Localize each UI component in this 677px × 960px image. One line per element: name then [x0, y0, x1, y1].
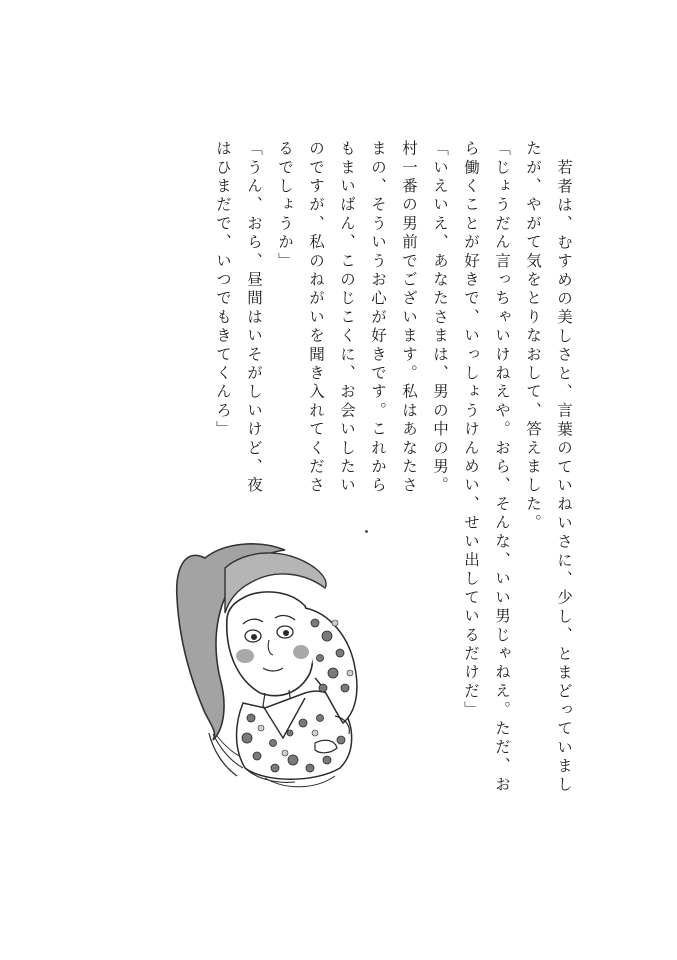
cheek	[293, 645, 309, 659]
text-column: まの、そういうお心が好きです。これから	[369, 140, 387, 496]
text-column: 村一番の男前でございます。私はあなたさ	[400, 140, 418, 496]
text-column: ら働くことが好きで、いっしょうけんめい、せい出しているだけだ」	[462, 140, 480, 720]
face	[227, 592, 314, 696]
text-column: 「いえいえ、あなたさまは、男の中の男。	[431, 140, 449, 496]
text-column: 若者は、むすめの美しさと、言葉のていねいさに、少し、とまどっていまし	[555, 158, 573, 795]
text-column: るでしょうか」	[276, 140, 294, 271]
text-column: 「じょうだん言っちゃいけねえや。おら、そんな、いい男じゃねえ。ただ、お	[493, 140, 511, 795]
text-column: もまいばん、このじこくに、お会いしたい	[338, 140, 356, 496]
text-column: たが、やがて気をとりなおして、答えました。	[524, 140, 542, 533]
girl-illustration	[165, 528, 380, 793]
text-column: のですが、私のねがいを聞き入れてくださ	[307, 140, 325, 496]
text-column: 「うん、おら、昼間はいそがしいけど、夜	[245, 140, 263, 496]
text-column: はひまだで、いつでもきてくんろ」	[214, 140, 232, 440]
hand	[315, 740, 337, 753]
cheek	[236, 649, 254, 663]
